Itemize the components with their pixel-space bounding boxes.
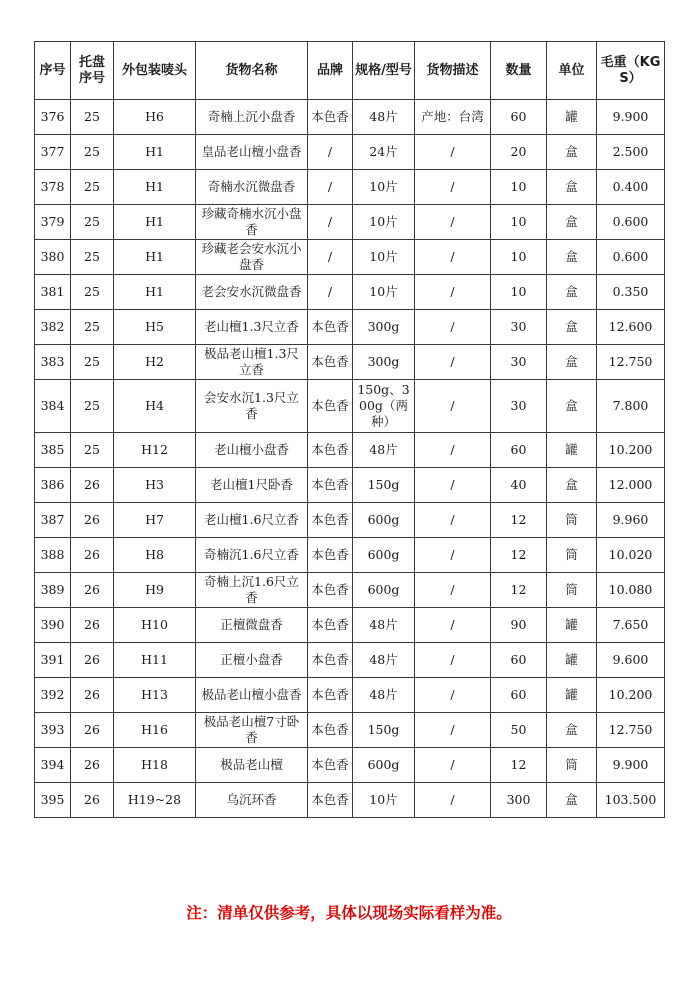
table-body: [35, 100, 665, 818]
gross-weight-cell: 10.200: [597, 433, 665, 468]
quantity-cell: 40: [491, 468, 547, 503]
spec-cell: 48片: [353, 608, 415, 643]
unit-cell: 盒: [547, 713, 597, 748]
goods-description-cell: /: [415, 170, 491, 205]
goods-name-cell: 奇楠水沉微盘香: [196, 170, 308, 205]
quantity-cell: 60: [491, 643, 547, 678]
unit-cell: 筒: [547, 538, 597, 573]
pallet-number-cell: 25: [71, 100, 114, 135]
goods-name-cell: 老山檀1.6尺立香: [196, 503, 308, 538]
quantity-cell: 20: [491, 135, 547, 170]
goods-name-cell: 极品老山檀: [196, 748, 308, 783]
goods-description-cell: /: [415, 643, 491, 678]
unit-cell: 罐: [547, 678, 597, 713]
unit-cell: 盒: [547, 345, 597, 380]
brand-cell: /: [308, 205, 353, 240]
brand-cell: /: [308, 240, 353, 275]
goods-description-cell: /: [415, 433, 491, 468]
row-number-cell: 386: [35, 468, 71, 503]
package-mark-cell: H2: [114, 345, 196, 380]
package-mark-cell: H18: [114, 748, 196, 783]
brand-cell: 本色香: [308, 538, 353, 573]
goods-name-cell: 奇楠上沉1.6尺立香: [196, 573, 308, 608]
packing-list-table: [34, 41, 665, 818]
quantity-cell: 60: [491, 433, 547, 468]
spec-cell: 48片: [353, 643, 415, 678]
row-number-cell: 387: [35, 503, 71, 538]
spec-cell: 48片: [353, 433, 415, 468]
gross-weight-cell: 103.500: [597, 783, 665, 818]
spec-cell: 48片: [353, 100, 415, 135]
table-row: [35, 205, 665, 240]
unit-cell: 盒: [547, 240, 597, 275]
spec-cell: 150g: [353, 468, 415, 503]
unit-cell: 筒: [547, 748, 597, 783]
goods-name-cell: 正檀微盘香: [196, 608, 308, 643]
spec-cell: 10片: [353, 240, 415, 275]
package-mark-cell: H1: [114, 170, 196, 205]
brand-cell: 本色香: [308, 643, 353, 678]
table-row: [35, 240, 665, 275]
table-row: [35, 433, 665, 468]
package-mark-cell: H8: [114, 538, 196, 573]
row-number-cell: 379: [35, 205, 71, 240]
row-number-cell: 376: [35, 100, 71, 135]
goods-description-cell: /: [415, 713, 491, 748]
row-number-cell: 393: [35, 713, 71, 748]
table-row: [35, 748, 665, 783]
brand-cell: /: [308, 170, 353, 205]
gross-weight-cell: 12.750: [597, 713, 665, 748]
row-number-cell: 388: [35, 538, 71, 573]
brand-cell: 本色香: [308, 713, 353, 748]
row-number-cell: 381: [35, 275, 71, 310]
unit-cell: 罐: [547, 433, 597, 468]
header-mark: 外包装唛头: [114, 42, 196, 100]
gross-weight-cell: 7.650: [597, 608, 665, 643]
unit-cell: 盒: [547, 205, 597, 240]
spec-cell: 10片: [353, 170, 415, 205]
row-number-cell: 385: [35, 433, 71, 468]
pallet-number-cell: 26: [71, 608, 114, 643]
brand-cell: /: [308, 135, 353, 170]
gross-weight-cell: 0.600: [597, 205, 665, 240]
package-mark-cell: H11: [114, 643, 196, 678]
gross-weight-cell: 12.600: [597, 310, 665, 345]
header-name: 货物名称: [196, 42, 308, 100]
package-mark-cell: H1: [114, 240, 196, 275]
table-row: [35, 643, 665, 678]
package-mark-cell: H12: [114, 433, 196, 468]
unit-cell: 盒: [547, 310, 597, 345]
gross-weight-cell: 10.200: [597, 678, 665, 713]
package-mark-cell: H19~28: [114, 783, 196, 818]
gross-weight-cell: 12.000: [597, 468, 665, 503]
spec-cell: 150g、300g（两种）: [353, 380, 415, 433]
quantity-cell: 12: [491, 748, 547, 783]
row-number-cell: 395: [35, 783, 71, 818]
pallet-number-cell: 26: [71, 538, 114, 573]
quantity-cell: 30: [491, 380, 547, 433]
row-number-cell: 391: [35, 643, 71, 678]
goods-name-cell: 老会安水沉微盘香: [196, 275, 308, 310]
goods-name-cell: 奇楠沉1.6尺立香: [196, 538, 308, 573]
quantity-cell: 10: [491, 205, 547, 240]
row-number-cell: 384: [35, 380, 71, 433]
brand-cell: 本色香: [308, 678, 353, 713]
table-row: [35, 100, 665, 135]
goods-name-cell: 珍藏老会安水沉小盘香: [196, 240, 308, 275]
brand-cell: 本色香: [308, 345, 353, 380]
header-spec: 规格/型号: [353, 42, 415, 100]
pallet-number-cell: 25: [71, 275, 114, 310]
goods-description-cell: /: [415, 240, 491, 275]
spec-cell: 600g: [353, 503, 415, 538]
row-number-cell: 377: [35, 135, 71, 170]
goods-description-cell: /: [415, 783, 491, 818]
header-brand: 品牌: [308, 42, 353, 100]
pallet-number-cell: 26: [71, 783, 114, 818]
pallet-number-cell: 26: [71, 573, 114, 608]
table-row: [35, 135, 665, 170]
brand-cell: 本色香: [308, 433, 353, 468]
package-mark-cell: H16: [114, 713, 196, 748]
table-row: [35, 503, 665, 538]
quantity-cell: 12: [491, 503, 547, 538]
gross-weight-cell: 9.900: [597, 100, 665, 135]
brand-cell: 本色香: [308, 573, 353, 608]
quantity-cell: 10: [491, 240, 547, 275]
pallet-number-cell: 25: [71, 380, 114, 433]
quantity-cell: 60: [491, 678, 547, 713]
goods-description-cell: /: [415, 310, 491, 345]
unit-cell: 筒: [547, 503, 597, 538]
table-row: [35, 468, 665, 503]
goods-name-cell: 会安水沉1.3尺立香: [196, 380, 308, 433]
pallet-number-cell: 25: [71, 135, 114, 170]
table-row: [35, 345, 665, 380]
quantity-cell: 12: [491, 538, 547, 573]
quantity-cell: 12: [491, 573, 547, 608]
header-desc: 货物描述: [415, 42, 491, 100]
spec-cell: 300g: [353, 310, 415, 345]
gross-weight-cell: 9.960: [597, 503, 665, 538]
quantity-cell: 30: [491, 310, 547, 345]
quantity-cell: 90: [491, 608, 547, 643]
table-row: [35, 608, 665, 643]
quantity-cell: 50: [491, 713, 547, 748]
pallet-number-cell: 26: [71, 643, 114, 678]
header-pallet: 托盘序号: [71, 42, 114, 100]
brand-cell: 本色香: [308, 748, 353, 783]
goods-description-cell: /: [415, 468, 491, 503]
gross-weight-cell: 0.400: [597, 170, 665, 205]
header-weight: 毛重（KGS）: [597, 42, 665, 100]
spec-cell: 10片: [353, 205, 415, 240]
spec-cell: 600g: [353, 538, 415, 573]
unit-cell: 盒: [547, 135, 597, 170]
package-mark-cell: H7: [114, 503, 196, 538]
goods-name-cell: 极品老山檀7寸卧香: [196, 713, 308, 748]
table-row: [35, 170, 665, 205]
gross-weight-cell: 10.080: [597, 573, 665, 608]
brand-cell: 本色香: [308, 468, 353, 503]
table-row: [35, 573, 665, 608]
quantity-cell: 10: [491, 275, 547, 310]
spec-cell: 150g: [353, 713, 415, 748]
goods-name-cell: 正檀小盘香: [196, 643, 308, 678]
row-number-cell: 390: [35, 608, 71, 643]
brand-cell: 本色香: [308, 380, 353, 433]
unit-cell: 罐: [547, 608, 597, 643]
pallet-number-cell: 26: [71, 713, 114, 748]
brand-cell: 本色香: [308, 608, 353, 643]
row-number-cell: 380: [35, 240, 71, 275]
goods-description-cell: /: [415, 503, 491, 538]
quantity-cell: 60: [491, 100, 547, 135]
goods-name-cell: 极品老山檀1.3尺立香: [196, 345, 308, 380]
header-no: 序号: [35, 42, 71, 100]
row-number-cell: 383: [35, 345, 71, 380]
row-number-cell: 389: [35, 573, 71, 608]
goods-name-cell: 老山檀1.3尺立香: [196, 310, 308, 345]
brand-cell: 本色香: [308, 310, 353, 345]
goods-name-cell: 乌沉环香: [196, 783, 308, 818]
spec-cell: 48片: [353, 678, 415, 713]
pallet-number-cell: 25: [71, 240, 114, 275]
unit-cell: 罐: [547, 100, 597, 135]
gross-weight-cell: 2.500: [597, 135, 665, 170]
spec-cell: 300g: [353, 345, 415, 380]
table-row: [35, 678, 665, 713]
brand-cell: /: [308, 275, 353, 310]
spec-cell: 10片: [353, 783, 415, 818]
row-number-cell: 394: [35, 748, 71, 783]
quantity-cell: 10: [491, 170, 547, 205]
unit-cell: 筒: [547, 573, 597, 608]
header-row: [35, 42, 665, 100]
gross-weight-cell: 10.020: [597, 538, 665, 573]
quantity-cell: 300: [491, 783, 547, 818]
row-number-cell: 382: [35, 310, 71, 345]
gross-weight-cell: 12.750: [597, 345, 665, 380]
package-mark-cell: H13: [114, 678, 196, 713]
pallet-number-cell: 25: [71, 310, 114, 345]
goods-description-cell: /: [415, 608, 491, 643]
spec-cell: 600g: [353, 748, 415, 783]
goods-description-cell: /: [415, 275, 491, 310]
goods-description-cell: /: [415, 678, 491, 713]
package-mark-cell: H10: [114, 608, 196, 643]
pallet-number-cell: 26: [71, 678, 114, 713]
goods-description-cell: /: [415, 748, 491, 783]
goods-description-cell: /: [415, 573, 491, 608]
goods-name-cell: 老山檀1尺卧香: [196, 468, 308, 503]
unit-cell: 盒: [547, 783, 597, 818]
package-mark-cell: H1: [114, 205, 196, 240]
goods-name-cell: 皇品老山檀小盘香: [196, 135, 308, 170]
spec-cell: 600g: [353, 573, 415, 608]
goods-description-cell: /: [415, 538, 491, 573]
table-row: [35, 538, 665, 573]
gross-weight-cell: 9.900: [597, 748, 665, 783]
unit-cell: 盒: [547, 275, 597, 310]
unit-cell: 盒: [547, 380, 597, 433]
gross-weight-cell: 0.600: [597, 240, 665, 275]
package-mark-cell: H6: [114, 100, 196, 135]
gross-weight-cell: 9.600: [597, 643, 665, 678]
header-unit: 单位: [547, 42, 597, 100]
row-number-cell: 392: [35, 678, 71, 713]
spec-cell: 24片: [353, 135, 415, 170]
brand-cell: 本色香: [308, 503, 353, 538]
pallet-number-cell: 26: [71, 468, 114, 503]
goods-description-cell: /: [415, 135, 491, 170]
package-mark-cell: H3: [114, 468, 196, 503]
package-mark-cell: H4: [114, 380, 196, 433]
gross-weight-cell: 7.800: [597, 380, 665, 433]
package-mark-cell: H1: [114, 275, 196, 310]
goods-name-cell: 极品老山檀小盘香: [196, 678, 308, 713]
table-row: [35, 713, 665, 748]
pallet-number-cell: 25: [71, 345, 114, 380]
brand-cell: 本色香: [308, 783, 353, 818]
gross-weight-cell: 0.350: [597, 275, 665, 310]
goods-description-cell: /: [415, 380, 491, 433]
goods-description-cell: /: [415, 205, 491, 240]
package-mark-cell: H9: [114, 573, 196, 608]
pallet-number-cell: 26: [71, 503, 114, 538]
unit-cell: 盒: [547, 468, 597, 503]
row-number-cell: 378: [35, 170, 71, 205]
table-row: [35, 310, 665, 345]
pallet-number-cell: 25: [71, 433, 114, 468]
header-qty: 数量: [491, 42, 547, 100]
package-mark-cell: H5: [114, 310, 196, 345]
table-row: [35, 275, 665, 310]
disclaimer-note: 注：清单仅供参考，具体以现场实际看样为准。: [186, 904, 512, 922]
pallet-number-cell: 26: [71, 748, 114, 783]
package-mark-cell: H1: [114, 135, 196, 170]
unit-cell: 盒: [547, 170, 597, 205]
brand-cell: 本色香: [308, 100, 353, 135]
goods-description-cell: 产地：台湾: [415, 100, 491, 135]
unit-cell: 罐: [547, 643, 597, 678]
pallet-number-cell: 25: [71, 170, 114, 205]
packing-list-sheet: [34, 41, 665, 818]
goods-name-cell: 老山檀小盘香: [196, 433, 308, 468]
pallet-number-cell: 25: [71, 205, 114, 240]
spec-cell: 10片: [353, 275, 415, 310]
table-row: [35, 380, 665, 433]
goods-description-cell: /: [415, 345, 491, 380]
quantity-cell: 30: [491, 345, 547, 380]
goods-name-cell: 珍藏奇楠水沉小盘香: [196, 205, 308, 240]
table-row: [35, 783, 665, 818]
goods-name-cell: 奇楠上沉小盘香: [196, 100, 308, 135]
